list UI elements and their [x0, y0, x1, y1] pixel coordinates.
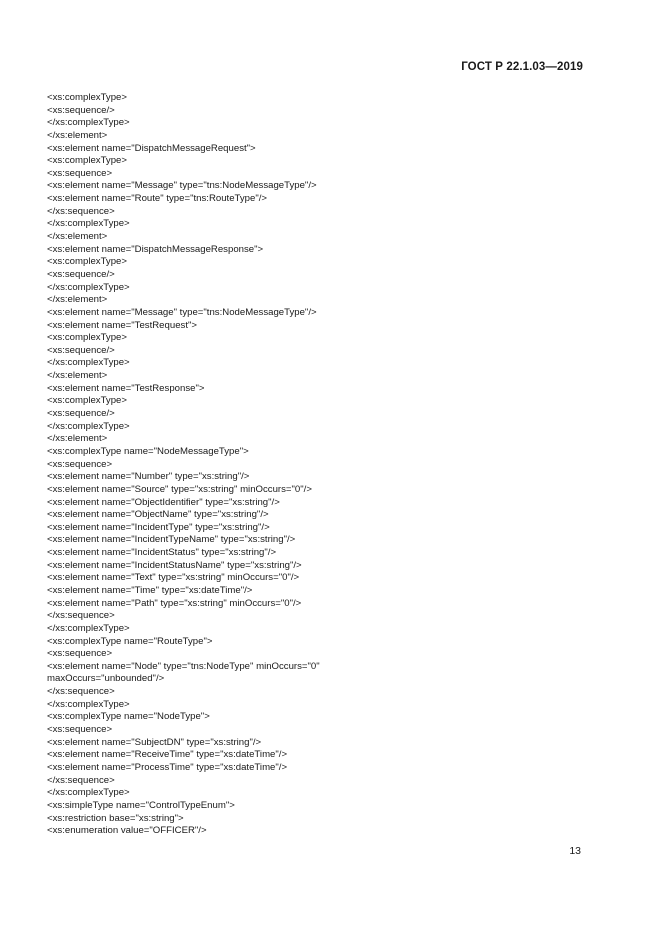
- code-line: <xs:sequence/>: [47, 268, 115, 280]
- document-header: ГОСТ Р 22.1.03—2019: [461, 61, 583, 73]
- code-line: </xs:complexType>: [47, 357, 130, 369]
- code-line: <xs:element name="ObjectIdentifier" type="xs:string"/>: [47, 496, 280, 508]
- code-line: <xs:complexType name="RouteType">: [47, 635, 213, 647]
- code-line: <xs:complexType>: [47, 332, 127, 344]
- code-line: <xs:sequence/>: [47, 104, 115, 116]
- code-line: </xs:element>: [47, 433, 108, 445]
- code-line: <xs:complexType>: [47, 155, 127, 167]
- code-line: <xs:element name="Number" type="xs:string"/>: [47, 471, 250, 483]
- code-line: <xs:complexType>: [47, 395, 127, 407]
- code-line: <xs:element name="Path" type="xs:string" minOccurs="0"/>: [47, 597, 302, 609]
- code-line: <xs:element name="Text" type="xs:string" minOccurs="0"/>: [47, 572, 300, 584]
- page-number: 13: [569, 845, 581, 857]
- code-line: </xs:complexType>: [47, 787, 130, 799]
- code-line: </xs:element>: [47, 129, 108, 141]
- code-line: <xs:element name="Route" type="tns:RouteType"/>: [47, 193, 268, 205]
- code-line: <xs:element name="IncidentStatusName" type="xs:string"/>: [47, 559, 302, 571]
- code-line: </xs:element>: [47, 370, 108, 382]
- xml-schema-listing: [47, 92, 587, 838]
- code-line: </xs:element>: [47, 231, 108, 243]
- code-line: </xs:complexType>: [47, 622, 130, 634]
- code-line: <xs:complexType name="NodeMessageType">: [47, 445, 249, 457]
- code-line: <xs:element name="TestRequest">: [47, 319, 198, 331]
- code-line: <xs:element name="Source" type="xs:string" minOccurs="0"/>: [47, 483, 312, 495]
- code-line: <xs:element name="TestResponse">: [47, 382, 205, 394]
- code-line: <xs:complexType>: [47, 256, 127, 268]
- code-line: <xs:sequence>: [47, 648, 113, 660]
- code-line: <xs:complexType name="NodeType">: [47, 711, 210, 723]
- code-line: </xs:complexType>: [47, 218, 130, 230]
- code-line: </xs:sequence>: [47, 610, 115, 622]
- code-line: <xs:sequence/>: [47, 408, 115, 420]
- code-line: <xs:sequence/>: [47, 344, 115, 356]
- code-line: <xs:sequence>: [47, 167, 113, 179]
- code-line: </xs:complexType>: [47, 117, 130, 129]
- code-line: <xs:sequence>: [47, 458, 113, 470]
- code-line: <xs:element name="Message" type="tns:NodeMessageType"/>: [47, 180, 317, 192]
- code-line: maxOccurs="unbounded"/>: [47, 673, 165, 685]
- code-line: <xs:element name="DispatchMessageRequest">: [47, 142, 256, 154]
- code-line: <xs:element name="ObjectName" type="xs:string"/>: [47, 509, 269, 521]
- code-line: <xs:enumeration value="OFFICER"/>: [47, 825, 207, 837]
- code-line: </xs:complexType>: [47, 420, 130, 432]
- code-line: <xs:element name="ProcessTime" type="xs:dateTime"/>: [47, 761, 288, 773]
- code-line: <xs:simpleType name="ControlTypeEnum">: [47, 799, 235, 811]
- code-line: <xs:element name="DispatchMessageResponse">: [47, 243, 264, 255]
- code-line: <xs:element name="Time" type="xs:dateTime"/>: [47, 584, 253, 596]
- code-line: <xs:element name="Node" type="tns:NodeType" minOccurs="0": [47, 660, 320, 672]
- code-line: </xs:sequence>: [47, 205, 115, 217]
- code-line: </xs:sequence>: [47, 774, 115, 786]
- code-line: <xs:element name="IncidentStatus" type="xs:string"/>: [47, 547, 277, 559]
- code-line: <xs:element name="SubjectDN" type="xs:string"/>: [47, 736, 262, 748]
- code-line: <xs:element name="IncidentTypeName" type="xs:string"/>: [47, 534, 296, 546]
- code-line: <xs:complexType>: [47, 92, 127, 103]
- code-line: <xs:sequence>: [47, 724, 113, 736]
- code-line: <xs:element name="IncidentType" type="xs:string"/>: [47, 521, 270, 533]
- code-line: <xs:restriction base="xs:string">: [47, 812, 184, 824]
- code-line: </xs:complexType>: [47, 698, 130, 710]
- code-line: </xs:sequence>: [47, 686, 115, 698]
- code-line: </xs:complexType>: [47, 281, 130, 293]
- code-line: <xs:element name="Message" type="tns:NodeMessageType"/>: [47, 306, 317, 318]
- code-line: <xs:element name="ReceiveTime" type="xs:dateTime"/>: [47, 749, 288, 761]
- code-line: </xs:element>: [47, 294, 108, 306]
